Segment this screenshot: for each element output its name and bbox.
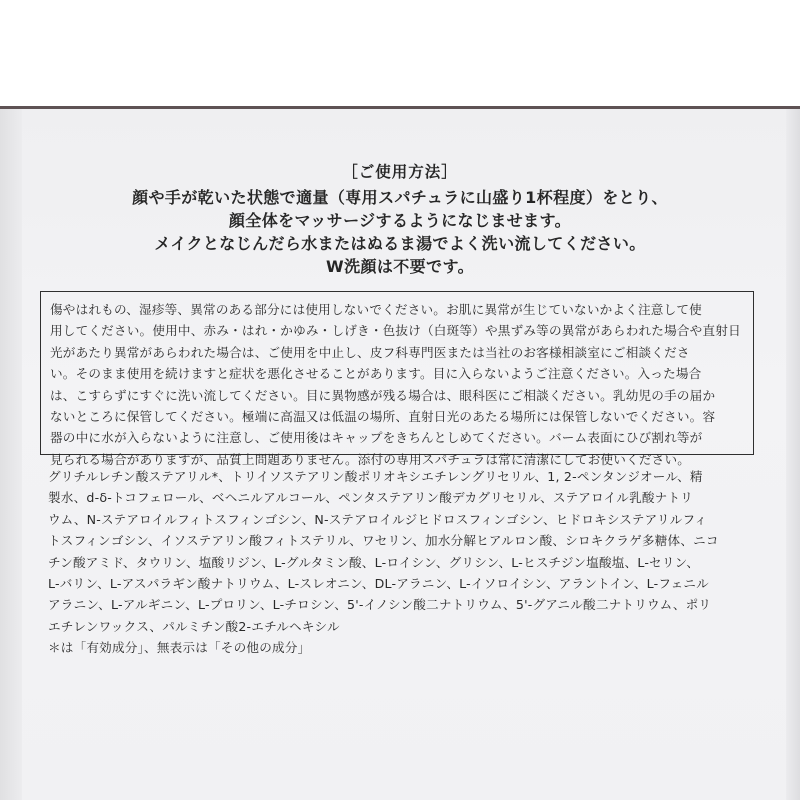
caution-line: 傷やはれもの、湿疹等、異常のある部分には使用しないでください。お肌に異常が生じていないかよく注意して使 — [50, 302, 702, 317]
ingredients-line: エチレンワックス、パルミチン酸2-エチルヘキシル — [48, 618, 340, 634]
carton-left-edge — [0, 109, 22, 800]
carton-right-edge — [786, 109, 800, 800]
ingredients-line: トスフィンゴシン、イソステアリン酸フィトステリル、ワセリン、加水分解ヒアルロン酸、シロキクラゲ多糖体、ニコ — [48, 533, 719, 549]
caution-line: い。そのまま使用を続けますと症状を悪化させることがあります。目に入らないようご注意ください。入った場合 — [50, 366, 702, 382]
caution-line: 見られる場合がありますが、品質上問題ありません。添付の専用スパチュラは常に清潔にしてお使いください。 — [50, 451, 691, 467]
usage-line: メイクとなじんだら水またはぬるま湯でよく洗い流してください。 — [154, 234, 646, 253]
usage-section — [40, 160, 760, 278]
ingredients-line: ウム、N-ステアロイルフィトスフィンゴシン、N-ステアロイルジヒドロスフィンゴシン、ヒドロキシステアリルフィ — [48, 511, 708, 527]
ingredients-line: アラニン、L-アルギニン、L-プロリン、L-チロシン、5'-イノシン酸二ナトリウム、5'-グアニル酸二ナトリウム、ポリ — [48, 597, 712, 613]
usage-line: W洗顔は不要です。 — [326, 257, 474, 276]
caution-line: ないところに保管してください。極端に高温又は低温の場所、直射日光のあたる場所には保管しないでください。容 — [50, 409, 716, 425]
usage-line: 顔全体をマッサージするようになじませます。 — [228, 211, 572, 230]
ingredients-line: グリチルレチン酸ステアリル*、トリイソステアリン酸ポリオキシエチレングリセリル、1, 2-ペンタンジオール、精 — [48, 469, 703, 484]
usage-line: 顔や手が乾いた状態で適量（専用スパチュラに山盛り1杯程度）をとり、 — [132, 188, 668, 207]
usage-heading: ［ご使用方法］ — [342, 163, 458, 181]
caution-line: 器の中に水が入らないように注意し、ご使用後はキャップをきちんとしめてください。バーム表面にひび割れ等が — [50, 430, 703, 446]
ingredients-line: L-バリン、L-アスパラギン酸ナトリウム、L-スレオニン、DL-アラニン、L-イソロイシン、アラントイン、L-フェニル — [48, 576, 709, 592]
top-band — [0, 0, 800, 108]
ingredients-section — [48, 466, 760, 658]
ingredients-line: 製水、d-δ-トコフェロール、ベヘニルアルコール、ペンタステアリン酸デカグリセリル、ステアロイル乳酸ナトリ — [48, 490, 694, 506]
ingredients-legend-note: ＊は「有効成分」、無表示は「その他の成分」 — [48, 640, 311, 656]
caution-box — [40, 291, 754, 467]
caution-line: 用してください。使用中、赤み・はれ・かゆみ・しげき・色抜け（白斑等）や黒ずみ等の異常があらわれた場合や直射日 — [50, 323, 741, 339]
ingredients-line: チン酸アミド、タウリン、塩酸リジン、L-グルタミン酸、L-ロイシン、グリシン、L-ヒスチジン塩酸塩、L-セリン、 — [48, 554, 700, 570]
caution-line: は、こすらずにすぐに洗い流してください。目に異物感が残る場合は、眼科医にご相談ください。乳幼児の手の届か — [50, 387, 716, 403]
caution-line: 光があたり異常があらわれた場合は、ご使用を中止し、皮フ科専門医または当社のお客様相談室にご相談くださ — [50, 344, 690, 360]
